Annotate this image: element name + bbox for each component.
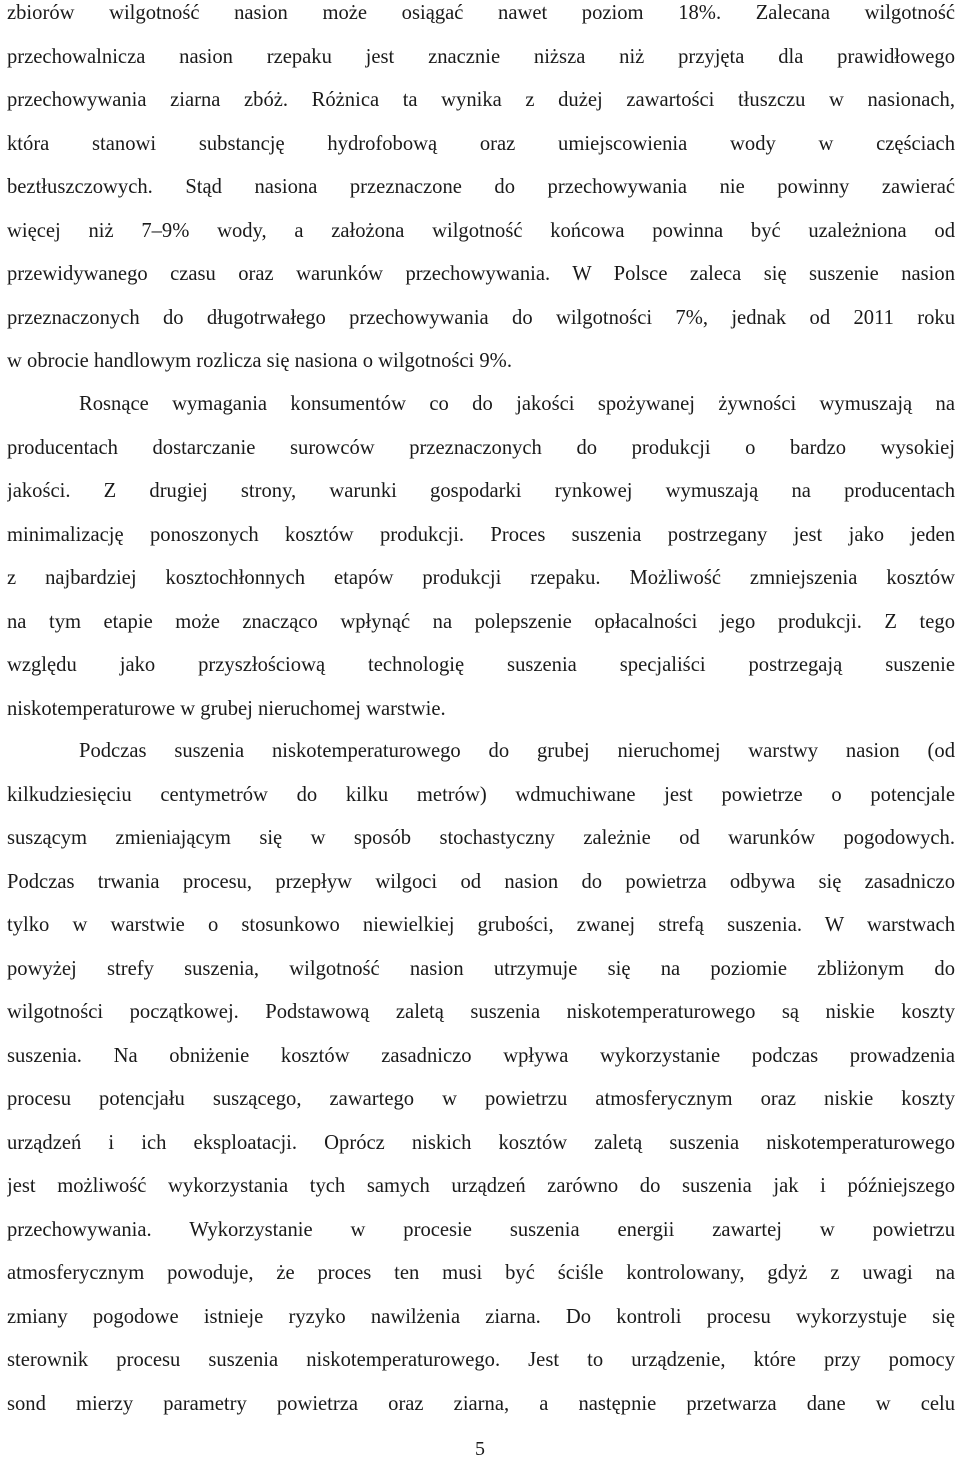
text-line: procesu potencjału suszącego, zawartego w powietrzu atmosferycznym oraz niskie koszty [7,1088,955,1110]
text-line: jest możliwość wykorzystania tych samych urządzeń zarówno do suszenia jak i późniejszego [7,1175,955,1197]
text-line: tylko w warstwie o stosunkowo niewielkiej grubości, zwanej strefą suszenia. W warstwach [7,914,955,936]
text-line: minimalizację ponoszonych kosztów produkcji. Proces suszenia postrzegany jest jako jeden [7,523,955,546]
text-line: z najbardziej kosztochłonnych etapów produkcji rzepaku. Możliwość zmniejszenia kosztów [7,567,955,589]
text-line: zbiorów wilgotność nasion może osiągać nawet poziom 18%. Zalecana wilgotność [7,2,955,24]
text-line: przechowywania. Wykorzystanie w procesie suszenia energii zawartej w powietrzu [7,1218,955,1241]
text-line: atmosferycznym powoduje, że proces ten musi być ściśle kontrolowany, gdyż z uwagi na [7,1262,955,1284]
text-line: jakości. Z drugiej strony, warunki gospodarki rynkowej wymuszają na producentach [7,480,955,502]
text-line: niskotemperaturowe w grubej nieruchomej warstwie. [7,697,446,720]
text-line: suszącym zmieniającym się w sposób stochastyczny zależnie od warunków pogodowych. [7,827,955,849]
text-line: względu jako przyszłościową technologię suszenia specjaliści postrzegają suszenie [7,654,955,676]
text-line: urządzeń i ich eksploatacji. Oprócz niskich kosztów zaletą suszenia niskotemperaturowego [7,1131,955,1154]
text-line: wilgotności początkowej. Podstawową zaletą suszenia niskotemperaturowego są niskie koszty [7,1001,955,1023]
paragraph-2 [7,383,955,731]
text-line: więcej niż 7–9% wody, a założona wilgotność końcowa powinna być uzależniona od [7,219,955,242]
text-line: na tym etapie może znacząco wpłynąć na polepszenie opłacalności jego produkcji. Z tego [7,610,955,633]
text-line: producentach dostarczanie surowców przeznaczonych do produkcji o bardzo wysokiej [7,436,955,459]
text-line: przechowywania ziarna zbóż. Różnica ta wynika z dużej zawartości tłuszczu w nasionach, [7,89,955,111]
page-number: 5 [475,1438,485,1460]
text-line: w obrocie handlowym rozlicza się nasiona o wilgotności 9%. [7,350,512,372]
text-line: przeznaczonych do długotrwałego przechowywania do wilgotności 7%, jednak od 2011 roku [7,306,955,329]
text-line: sond mierzy parametry powietrza oraz ziarna, a następnie przetwarza dane w celu [7,1392,955,1415]
paragraph-3 [7,730,955,1426]
text-line: Podczas suszenia niskotemperaturowego do grubej nieruchomej warstwy nasion (od [79,740,955,762]
text-line: sterownik procesu suszenia niskotemperaturowego. Jest to urządzenie, które przy pomocy [7,1349,955,1371]
text-line: zmiany pogodowe istnieje ryzyko nawilżenia ziarna. Do kontroli procesu wykorzystuje się [7,1305,955,1328]
text-line: Rosnące wymagania konsumentów co do jakości spożywanej żywności wymuszają na [79,393,955,415]
text-line: która stanowi substancję hydrofobową oraz umiejscowienia wody w częściach [7,132,955,155]
text-line: przewidywanego czasu oraz warunków przechowywania. W Polsce zaleca się suszenie nasion [7,263,955,285]
text-line: kilkudziesięciu centymetrów do kilku metrów) wdmuchiwane jest powietrze o potencjale [7,783,955,806]
text-line: przechowalnicza nasion rzepaku jest znacznie niższa niż przyjęta dla prawidłowego [7,45,955,68]
text-line: beztłuszczowych. Stąd nasiona przeznaczone do przechowywania nie powinny zawierać [7,176,955,198]
text-line: suszenia. Na obniżenie kosztów zasadniczo wpływa wykorzystanie podczas prowadzenia [7,1044,955,1067]
text-line: powyżej strefy suszenia, wilgotność nasion utrzymuje się na poziomie zbliżonym do [7,957,955,980]
paragraph-1 [7,0,955,384]
text-line: Podczas trwania procesu, przepływ wilgoci od nasion do powietrza odbywa się zasadniczo [7,870,955,893]
